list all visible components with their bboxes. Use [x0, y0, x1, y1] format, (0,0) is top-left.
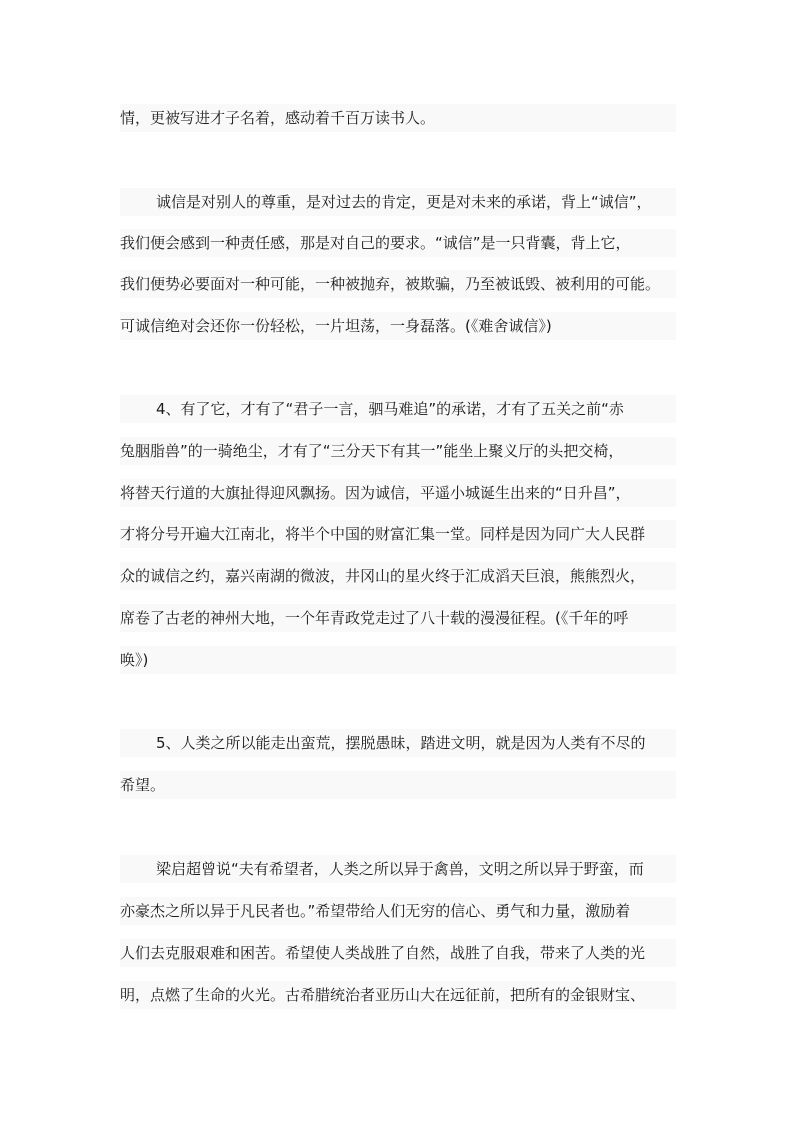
text-line: 兔胭脂兽”的一骑绝尘，才有了“三分天下有其一”能坐上聚义厅的头把交椅，: [120, 437, 676, 465]
text-line: 席卷了古老的神州大地，一个年青政党走过了八十载的漫漫征程。(《千年的呼: [120, 604, 676, 632]
text-line: 情，更被写进才子名着，感动着千百万读书人。: [120, 104, 676, 132]
text-line: 可诚信绝对会还你一份轻松，一片坦荡，一身磊落。(《难舍诚信》): [120, 312, 676, 340]
text-line: 将替天行道的大旗扯得迎风飘扬。因为诚信，平遥小城诞生出来的“日升昌”，: [120, 479, 676, 507]
text-line: 希望。: [120, 771, 676, 799]
text-line: 众的诚信之约，嘉兴南湖的微波，井冈山的星火终于汇成滔天巨浪，熊熊烈火，: [120, 562, 676, 590]
text-line: 明，点燃了生命的火光。古希腊统治者亚历山大在远征前，把所有的金银财宝、: [120, 981, 676, 1009]
text-line: 才将分号开遍大江南北，将半个中国的财富汇集一堂。同样是因为同广大人民群: [120, 520, 676, 548]
text-line: 梁启超曾说“夫有希望者，人类之所以异于禽兽，文明之所以异于野蛮，而: [120, 855, 676, 883]
text-line: 唤》): [120, 646, 676, 674]
text-line: 亦豪杰之所以异于凡民者也。”希望带给人们无穷的信心、勇气和力量，激励着: [120, 897, 676, 925]
text-line: 人们去克服艰难和困苦。希望使人类战胜了自然，战胜了自我，带来了人类的光: [120, 939, 676, 967]
text-line: 我们便会感到一种责任感，那是对自己的要求。“诚信”是一只背囊，背上它，: [120, 229, 676, 257]
text-line: 诚信是对别人的尊重，是对过去的肯定，更是对未来的承诺，背上“诚信”，: [120, 188, 676, 216]
text-line: 我们便势必要面对一种可能，一种被抛弃，被欺骗，乃至被诋毁、被利用的可能。: [120, 270, 676, 298]
text-line: 5、人类之所以能走出蛮荒，摆脱愚昧，踏进文明，就是因为人类有不尽的: [120, 729, 676, 757]
text-line: 4、有了它，才有了“君子一言，驷马难追”的承诺，才有了五关之前“赤: [120, 395, 676, 423]
